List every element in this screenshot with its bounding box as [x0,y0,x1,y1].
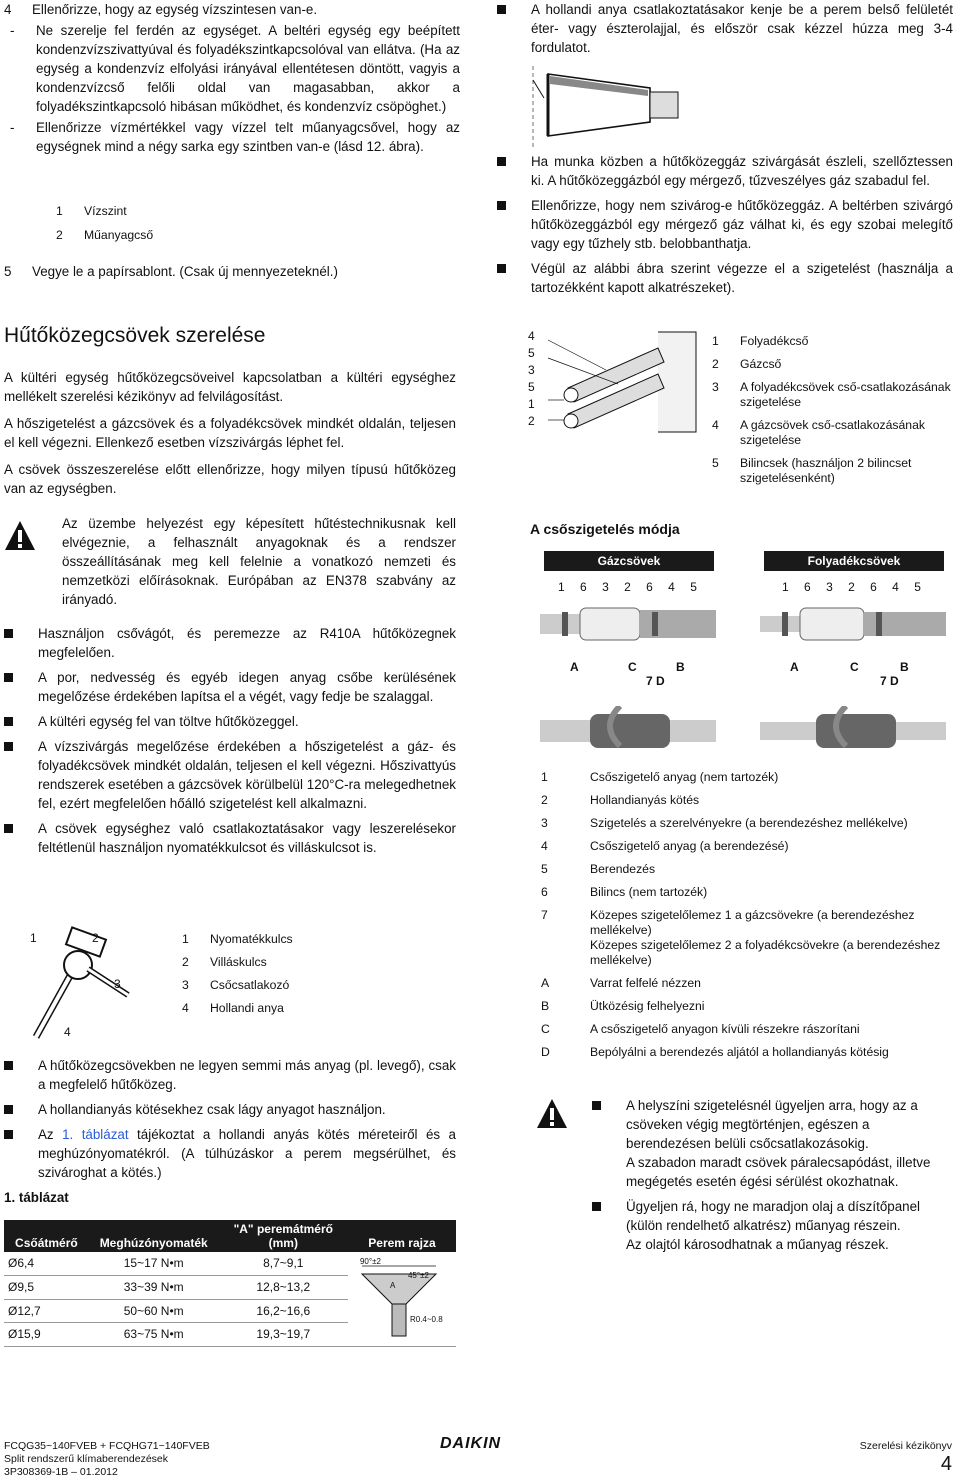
bullet-3: A kültéri egység fel van töltve hűtőközeggel. [4,712,456,731]
bullet-r4: Végül az alábbi ábra szerint végezze el a szigetelést (használja a tartozékként kapott alkatrészeket). [497,259,953,297]
level-legend: 1 Vízszint 2 Műanyagcső [56,204,154,242]
liquid-pipe-numbers: 1 6 3 2 6 4 5 [782,580,921,594]
bullet-r1: A hollandi anya csatlakoztatásakor kenje be a perem belső felületét éter- vagy észterolajjal, és először csak kézzel húzza meg 3-4 fordulatot. [497,0,953,57]
table-row: Ø9,5 33~39 N•m 12,8~13,2 [4,1276,456,1300]
gas-pipe-diagram: 1 6 3 2 6 4 5 A C B 7 D [540,578,720,688]
bullet-list-1 [4,624,456,863]
brand-logo: DAIKIN [440,1435,502,1452]
gas-pipe-numbers: 1 6 3 2 6 4 5 [558,580,697,594]
insulation-legend: 1 Folyadékcső 2 Gázcső 3 A folyadékcsövek cső-csatlakozásának szigetelése 4 A gázcsövek cső-csatlakozásának szigetelése 5 Bilincsek (használjon 2 bilincset szigetelésenként) [712,334,951,485]
footer-right: Szerelési kézikönyv 4 [859,1440,952,1475]
para-3: A csövek összeszerelése előtt ellenőrizze, hogy milyen típusú hűtőközeg van az egységben. [4,462,456,496]
warn-bullet-1: A helyszíni szigetelésnél ügyeljen arra, hogy az a csöveken végig megtörténjen, egészen a berendezésen belüli csőcsatlakozásokig. A szabadon maradt csövek páralecsapódást, illetve megégetés esetén égési sérülést okozhatnak. [592,1096,952,1191]
bullet-5: A csövek egységhez való csatlakoztatásakor vagy leszerelésekor feltétlenül használjon nyomatékkulcsot és villáskulcsot is. [4,819,456,857]
insulation-figure [528,328,698,438]
gas-pipe-wrapped [540,706,720,762]
wrench-label-2: 2 [92,931,99,945]
col-header-diameter: Csőátmérő [4,1220,89,1252]
wrench-label-1: 1 [30,931,37,945]
right-bullets-2 [497,152,953,303]
bullet-4: A vízszivárgás megelőzése érdekében a hőszigetelést a gáz- és folyadékcsövek mindkét oldalán, teljesen el kell végezni. Hőszivattyús rendszerek esetében a gázcsövek körülbelül 120°C-ra melegedhetnek fel, ezért megfelelően hőálló szigetelést kell alkalmazni. [4,737,456,813]
bullet-list-2 [4,1056,456,1188]
bullet-6: A hűtőközegcsövekben ne legyen semmi más anyag (pl. levegő), csak a megfelelő hűtőközeg. [4,1056,456,1094]
wrench-legend: 1 Nyomatékkulcs 2 Villáskulcs 3 Csőcsatlakozó 4 Hollandi anya [182,932,293,1015]
flare-table [4,1220,456,1347]
method-title: A csőszigetelés módja [530,521,680,537]
table-row: Ø6,4 15~17 N•m 8,7~9,1 90°±2 45°±2 A R0.4~0.8 [4,1252,456,1276]
wrench-diagram [28,925,138,1040]
table-caption: 1. táblázat [4,1190,69,1205]
col-header-torque: Meghúzónyomaték [89,1220,219,1252]
bullet-7: A hollandianyás kötésekhez csak lágy anyagot használjon. [4,1100,456,1119]
dash-item-1: - Ne szerelje fel ferdén az egységet. A beltéri egység egy beépített kondenzvízszivattyúval és folyadékszintkapcsolóval van ellátva. (Ha az egység a kondenzvíz elfolyási irányával ellentétesen döntött, vagyis a kondenzvízcső felőli oldal van magasabban, akkor a folyadékszintkapcsoló hibásan működhet, és kondenzvíz csöpöghet.) [10,23,460,114]
warning-icon-right [536,1098,568,1135]
insulation-figure-labels: 4 5 3 5 1 2 [528,329,535,428]
liquid-pipe-diagram: 1 6 3 2 6 4 5 A C B 7 D [760,578,950,688]
col-header-flare-shape: Perem rajza [348,1220,456,1252]
step-4: 4 Ellenőrizze, hogy az egység vízszintesen van-e. [4,2,318,17]
table-1-link[interactable]: 1. táblázat [62,1127,129,1142]
bullet-r2: Ha munka közben a hűtőközeggáz szivárgását észleli, szellőztessen ki. A hűtőközeggázból egy mérgező, tűzveszélyes gáz szabadul fel. [497,152,953,190]
warning-text: Az üzembe helyezést egy képesített hűtéstechnikusnak kell elvégeznie, a felhasznált anyagoknak és a rendszer összeállításának meg kell felelnie a vonatkozó nemzeti és nemzetközi előírásoknak. Európában az EN378 szabvány az irányadó. [62,516,456,607]
warn-bullet-2: Ügyeljen rá, hogy ne maradjon olaj a díszítőpanel (külön rendelhető alkatrész) műanyag részein. Az olajtól károsodhatnak a műanyag részek. [592,1197,952,1254]
bullet-1: Használjon csővágót, és peremezze az R410A hűtőközegnek megfelelően. [4,624,456,662]
wrench-label-4: 4 [64,1025,71,1039]
col-header-flare-dim: "A" peremátmérő (mm) [219,1220,348,1252]
table-row: Ø12,7 50~60 N•m 16,2~16,6 [4,1299,456,1323]
table-row: Ø15,9 63~75 N•m 19,3~19,7 [4,1323,456,1347]
footer-left: FCQG35~140FVEB + FCQHG71~140FVEB Split rendszerű klímaberendezések 3P308369-1B – 01.2012 [4,1440,210,1478]
dash-item-2: - Ellenőrizze vízmértékkel vagy vízzel telt műanyagcsővel, hogy az egységnek mind a négy sarka egy szintben van-e (lásd 12. ábra). [10,120,460,154]
left-column [4,0,460,156]
right-warning-bullets [592,1096,952,1260]
section-title: Hűtőközegcsövek szerelése [4,324,266,347]
intro-paragraphs [4,368,456,498]
warning-icon [4,520,36,557]
bullet-8: Az 1. táblázat tájékoztat a hollandi anyás kötés méreteiről és a meghúzónyomatékról. (A túlhúzáskor a perem megsérülhet, és szivároghat a kötés.) [4,1125,456,1182]
dash-item-2-text: Ellenőrizze vízmértékkel vagy vízzel telt műanyagcsővel, hogy az egységnek mind a négy sarka egy szintben van-e (lásd 12. ábra). [36,120,460,154]
gas-pipes-header: Gázcsövek [544,551,714,571]
bullet-2: A por, nedvesség és egyéb idegen anyag csőbe kerülésének megelőzése érdekében lapítsa el a végét, vagy fedje be szalaggal. [4,668,456,706]
para-1: A kültéri egység hűtőközegcsöveivel kapcsolatban a kültéri egységhez mellékelt szerelési kézikönyv ad felvilágosítást. [4,370,456,404]
step-5: 5 Vegye le a papírsablont. (Csak új mennyezeteknél.) [4,264,338,279]
bullet-r3: Ellenőrizze, hogy nem szivárog-e hűtőközeggáz. A beltérben szivárgó hűtőközeggázból egy mérgező gáz válhat ki, és egy szobai melegítő vagy egy tűzhely stb. belobbanthatja. [497,196,953,253]
parts-legend: 1 Csőszigetelő anyag (nem tartozék) 2 Hollandianyás kötés 3 Szigetelés a szerelvényekre (a berendezéshez mellékelve) 4 Csőszigetelő anyag (a berendezésé) 5 Berendezés 6 Bilincs (nem tartozék) 7 Közepes szigetelőlemez 1 a gázcsövekre (a berendezéshez mellékelve) Közepes szigetelőlemez 2 a folyadékcsövekre (a berendezéshez mellékelve) A Varrat felfelé nézzen B Ütközésig felhelyezni C A csőszigetelő anyagon kívüli részekre rászorítani D Bepólyálni a berendezés aljától a hollandianyás kötésig [541,770,941,1059]
liquid-pipe-wrapped [760,706,950,762]
flare-drawing-cell: 90°±2 45°±2 A R0.4~0.8 [348,1252,456,1347]
wrench-label-3: 3 [114,977,121,991]
liquid-pipes-header: Folyadékcsövek [764,551,944,571]
para-2: A hőszigetelést a gázcsövek és a folyadékcsövek mindkét oldalán, teljesen el kell végezni. Ellenkező esetben vízszivárgás léphet fel. [4,416,456,450]
page-number: 4 [940,1453,952,1475]
flare-oil-diagram [530,66,680,148]
right-top-bullets [497,0,953,63]
